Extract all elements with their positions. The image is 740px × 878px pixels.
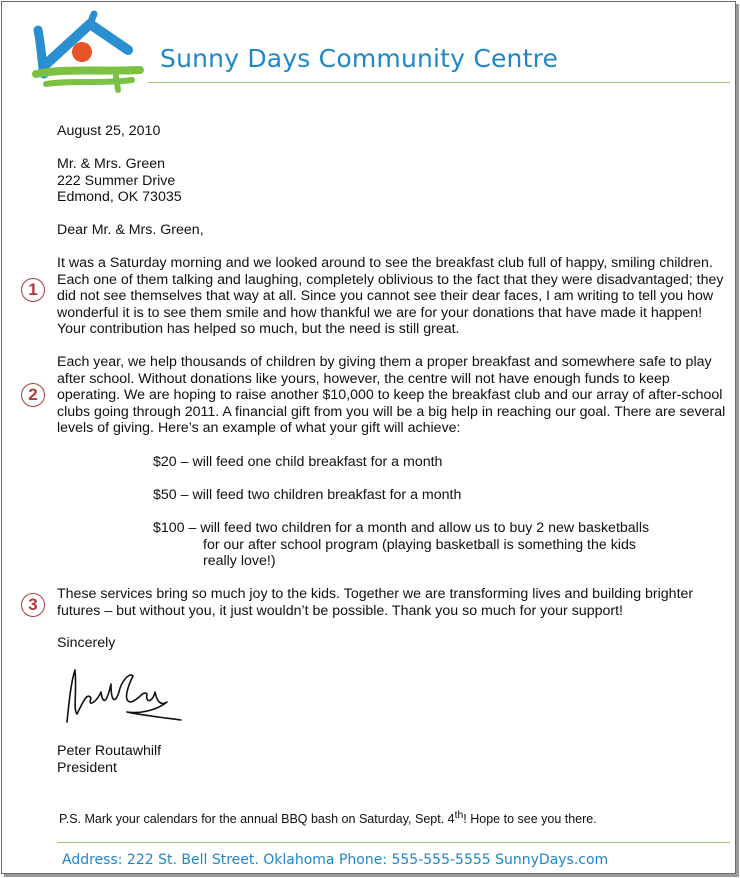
ps-text-end: ! Hope to see you there. (463, 812, 597, 827)
letter-page (1, 1, 736, 874)
marker-2: 2 (21, 383, 45, 407)
footer-address: Address: 222 St. Bell Street. Oklahoma Phone: 555-555-5555 SunnyDays.com (62, 852, 609, 868)
signer-name: Peter Routawhilf (57, 743, 162, 759)
gift-level-50: $50 – will feed two children breakfast for a month (153, 487, 462, 503)
letter-date: August 25, 2010 (57, 123, 161, 139)
house-logo-icon (32, 10, 144, 98)
salutation: Dear Mr. & Mrs. Green, (57, 222, 204, 238)
ps-text: P.S. Mark your calendars for the annual BBQ bash on Saturday, Sept. 4 (59, 812, 455, 827)
marker-3: 3 (21, 593, 45, 617)
closing: Sincerely (57, 635, 116, 651)
gift-level-100-cont: for our after school program (playing basketball is something the kids really love!) (203, 536, 636, 569)
footer-divider (57, 842, 730, 843)
paragraph-1: It was a Saturday morning and we looked around to see the breakfast club full of happy, smiling children. Each one of them talking and laughing, completely oblivious to the fact that they were disadvantaged; they did not see themselves that way at all. Since you cannot see their dear faces, I am writing to tell you how wonderful it is to see them smile and how thankful we are for your donations that have made it happen! Your contribution has helped so much, but the need is still great. (57, 255, 724, 337)
recipient-name: Mr. & Mrs. Green (57, 156, 165, 172)
gift-level-100-line: $100 – will feed two children for a month and allow us to buy 2 new basketballs (153, 520, 650, 536)
org-name: Sunny Days Community Centre (160, 44, 559, 73)
recipient-city: Edmond, OK 73035 (57, 189, 182, 205)
recipient-street: 222 Summer Drive (57, 172, 176, 189)
paragraph-2: Each year, we help thousands of children by giving them a proper breakfast and somewhere safe to play after school. Without donations like yours, however, the centre will not have enough funds to keep operating. We are hoping to raise another $10,000 to keep the breakfast club and our array of after-school clubs going through 2011. A financial gift from you will be a big help in reaching our goal. There are several levels of giving. Here’s an example of what your gift will achieve: (57, 354, 726, 436)
postscript (59, 810, 597, 826)
gift-level-100 (153, 520, 673, 570)
signer-title: President (57, 759, 117, 776)
marker-1: 1 (21, 278, 45, 302)
ps-superscript: th (454, 810, 464, 821)
signature-image (57, 662, 187, 728)
paragraph-3: These services bring so much joy to the kids. Together we are transforming lives and building brighter futures – but without you, it just wouldn’t be possible. Thank you so much for your support! (57, 586, 694, 619)
header-divider (148, 82, 730, 83)
signer-block (57, 743, 161, 776)
recipient-address (57, 156, 182, 206)
gift-level-20: $20 – will feed one child breakfast for a month (153, 454, 443, 470)
